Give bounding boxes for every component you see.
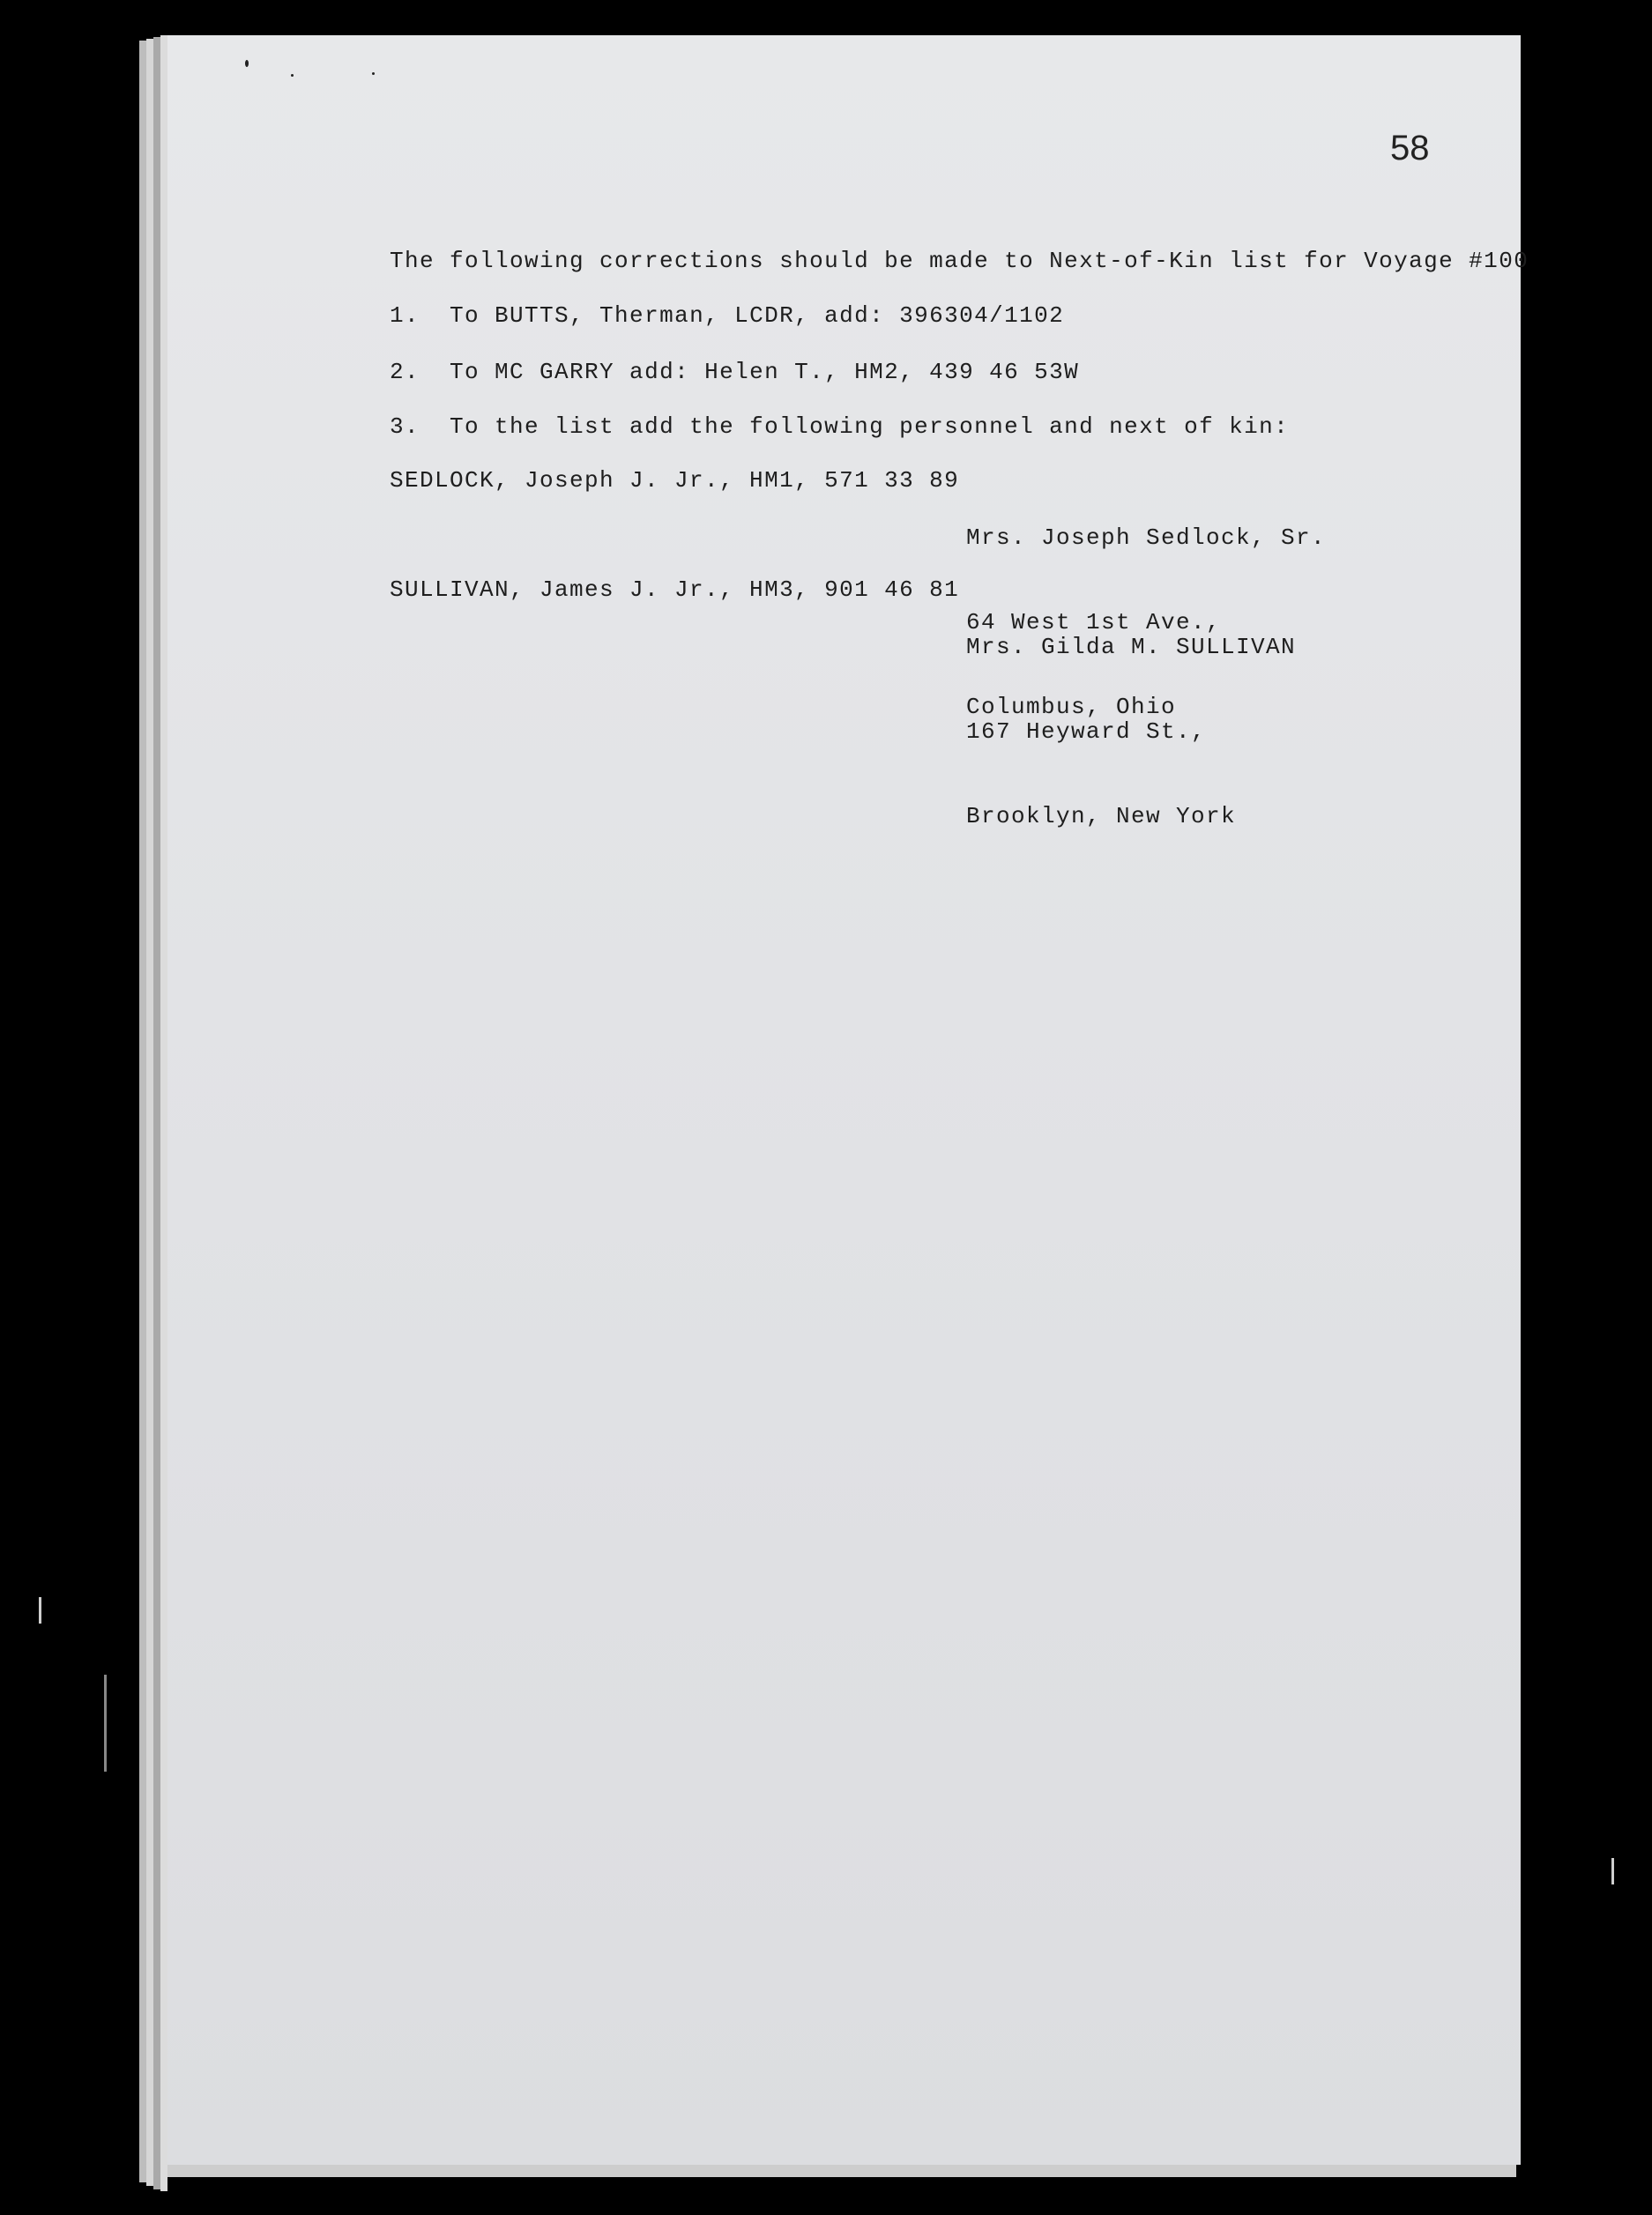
intro-text: The following corrections should be made to Next-of-Kin list for Voyage #100	[390, 248, 1529, 274]
item-text: To MC GARRY add: Helen T., HM2, 439 46 53W	[450, 359, 1080, 385]
item-text: To BUTTS, Therman, LCDR, add: 396304/1102	[450, 302, 1065, 329]
kin-city: Columbus, Ohio	[966, 694, 1177, 720]
kin-street: 167 Heyward St.,	[966, 718, 1207, 745]
page-stack-edge-bottom	[167, 2163, 1516, 2177]
document-page	[167, 35, 1529, 2165]
scan-speck	[291, 74, 294, 77]
kin-street: 64 West 1st Ave.,	[966, 609, 1222, 636]
personnel-name: SEDLOCK, Joseph J. Jr., HM1, 571 33 89	[390, 467, 960, 494]
scan-artifact	[104, 1675, 107, 1772]
kin-city: Brooklyn, New York	[966, 803, 1237, 829]
next-of-kin	[966, 576, 1296, 887]
item-number: 2.	[390, 359, 420, 385]
item-number: 1.	[390, 302, 420, 329]
page-number: 58	[1390, 129, 1430, 167]
item-number: 3.	[390, 413, 420, 440]
scan-speck	[372, 72, 375, 75]
kin-name: Mrs. Gilda M. SULLIVAN	[966, 634, 1297, 660]
scan-artifact	[1611, 1858, 1614, 1884]
personnel-name: SULLIVAN, James J. Jr., HM3, 901 46 81	[390, 576, 960, 603]
item-text: To the list add the following personnel and next of kin:	[450, 413, 1290, 440]
scan-speck	[245, 60, 249, 67]
page-stack-edge	[160, 35, 167, 2191]
correction-item-3	[390, 413, 1289, 441]
kin-name: Mrs. Joseph Sedlock, Sr.	[966, 524, 1327, 551]
correction-item-1	[390, 301, 1064, 330]
correction-item-2	[390, 358, 1079, 386]
scan-artifact	[39, 1597, 41, 1624]
